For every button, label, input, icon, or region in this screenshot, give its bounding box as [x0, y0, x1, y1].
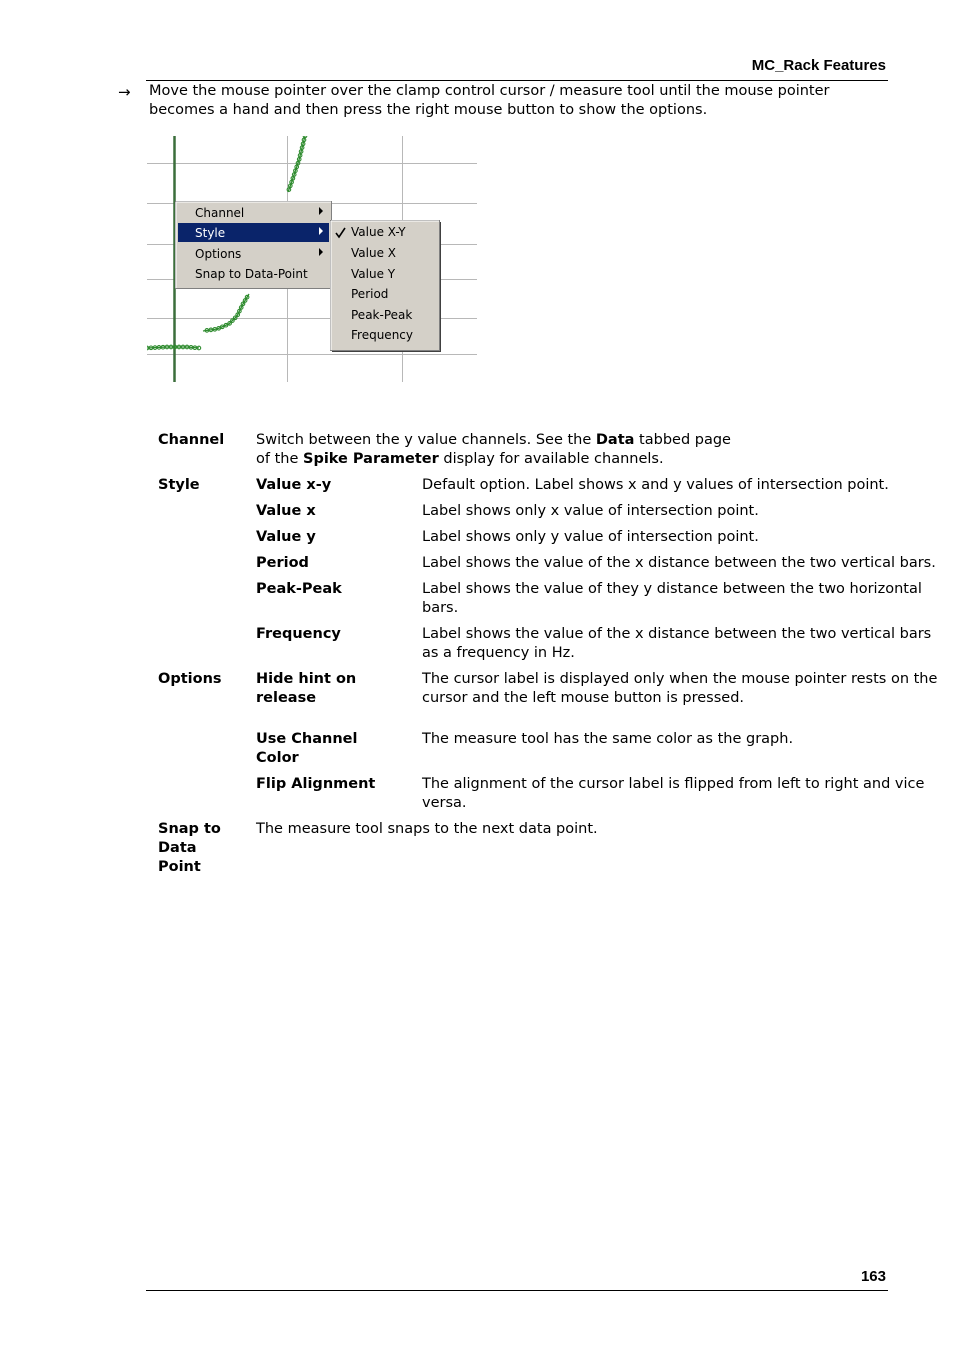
- style-desc: Default option. Label shows x and y values of intersection point.: [422, 477, 889, 493]
- context-menu-screenshot: [147, 136, 477, 382]
- table-row: [154, 476, 952, 502]
- options-name: Flip Alignment: [256, 776, 376, 792]
- style-name: Value y: [256, 529, 316, 545]
- table-row: [154, 528, 952, 554]
- style-desc: Label shows the value of the x distance between the two vertical bars.: [422, 555, 936, 571]
- table-row: [154, 625, 952, 670]
- option-desc-channel: Switch between the y value channels. See the Data tabbed page of the Spike Parameter display for available channels.: [256, 432, 731, 467]
- style-name: Period: [256, 555, 309, 571]
- options-desc: The cursor label is displayed only when the mouse pointer rests on the cursor and the left mouse button is pressed.: [422, 671, 938, 706]
- style-name: Peak-Peak: [256, 581, 342, 597]
- style-desc: Label shows only x value of intersection point.: [422, 503, 759, 519]
- page-number: 163: [860, 1268, 886, 1285]
- options-desc: The measure tool has the same color as the graph.: [422, 731, 794, 747]
- menu-item-style[interactable]: Style: [195, 226, 226, 240]
- submenu-item-value-y[interactable]: Value Y: [351, 267, 396, 281]
- header-rule: [146, 80, 888, 81]
- style-name: Frequency: [256, 626, 341, 642]
- style-desc: Label shows only y value of intersection point.: [422, 529, 759, 545]
- options-table: [154, 431, 952, 884]
- style-submenu[interactable]: [331, 221, 442, 353]
- options-name: Hide hint on release: [256, 671, 357, 706]
- style-name: Value x-y: [256, 477, 332, 493]
- option-desc-snap: The measure tool snaps to the next data point.: [256, 821, 598, 837]
- submenu-item-value-x[interactable]: Value X: [351, 246, 396, 260]
- table-row: [154, 431, 952, 476]
- table-row: [154, 502, 952, 528]
- arrow-icon: →: [118, 83, 131, 101]
- submenu-item-value-xy[interactable]: Value X-Y: [351, 225, 406, 239]
- context-menu[interactable]: [176, 202, 332, 289]
- option-label-snap: Snap to Data Point: [158, 821, 221, 875]
- instruction-text: Move the mouse pointer over the clamp control cursor / measure tool until the mouse pointer becomes a hand and then press the right mouse button to show the options.: [149, 83, 830, 118]
- table-row: [154, 730, 952, 775]
- submenu-item-period[interactable]: Period: [351, 287, 389, 301]
- style-desc: Label shows the value of the x distance between the two vertical bars as a frequency in Hz.: [422, 626, 932, 661]
- menu-item-channel[interactable]: Channel: [195, 206, 245, 220]
- option-label-channel: Channel: [158, 432, 225, 448]
- options-name: Use Channel Color: [256, 731, 358, 766]
- option-label-options: Options: [158, 671, 222, 687]
- table-row: [154, 670, 952, 730]
- menu-item-snap[interactable]: Snap to Data-Point: [195, 267, 308, 281]
- style-name: Value x: [256, 503, 316, 519]
- submenu-item-frequency[interactable]: Frequency: [351, 328, 413, 342]
- table-row: [154, 580, 952, 625]
- table-row: [154, 775, 952, 820]
- menu-item-options[interactable]: Options: [195, 247, 242, 261]
- option-label-style: Style: [158, 477, 200, 493]
- table-row: [154, 554, 952, 580]
- footer-rule: [146, 1290, 888, 1291]
- table-row: [154, 820, 952, 884]
- submenu-item-peak-peak[interactable]: Peak-Peak: [351, 308, 413, 322]
- options-desc: The alignment of the cursor label is flipped from left to right and vice versa.: [422, 776, 925, 811]
- running-header: MC_Rack Features: [751, 57, 886, 74]
- style-desc: Label shows the value of they y distance between the two horizontal bars.: [422, 581, 922, 616]
- screenshot-figure: [147, 136, 477, 382]
